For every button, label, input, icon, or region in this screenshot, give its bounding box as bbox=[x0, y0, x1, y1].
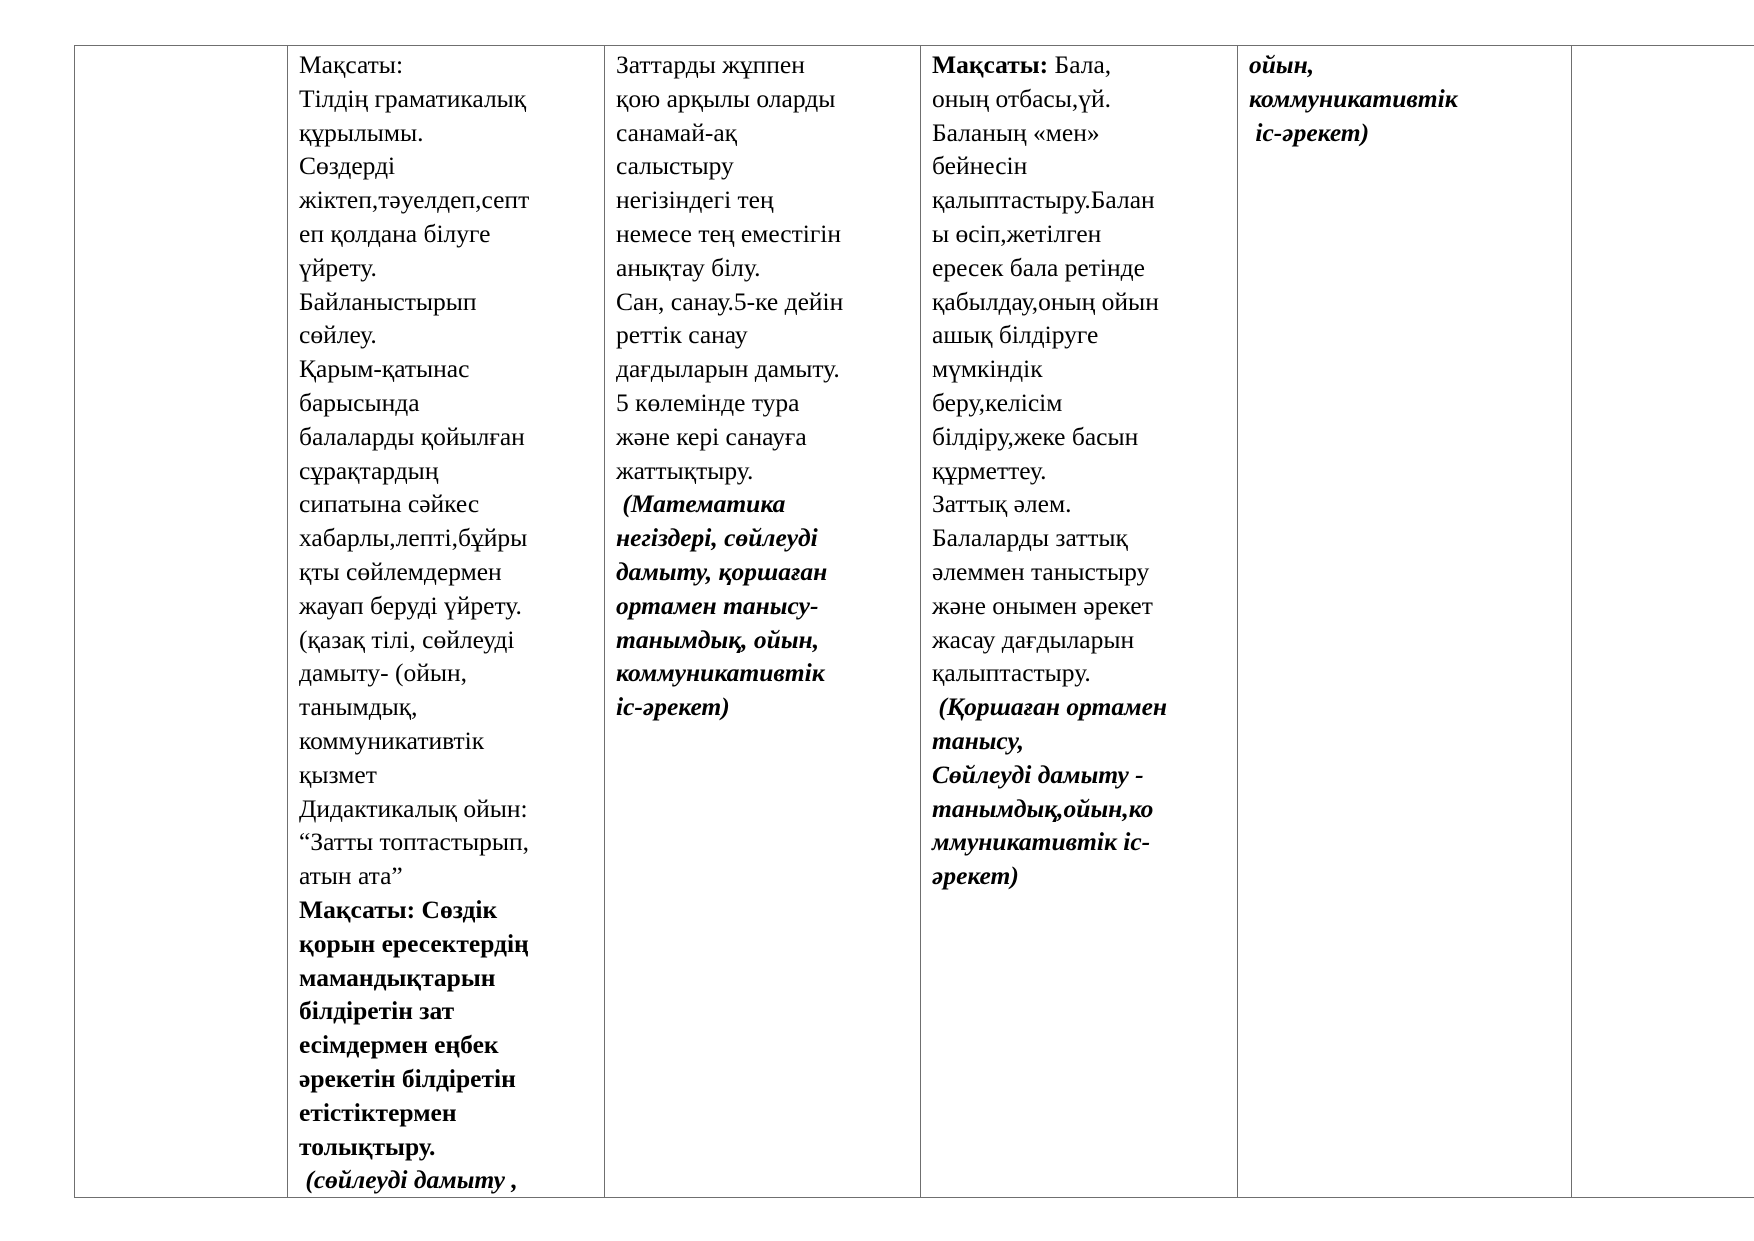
text-line: реттік санау bbox=[616, 320, 748, 350]
cell-empty-left bbox=[75, 46, 288, 1198]
text-line: салыстыру bbox=[616, 151, 734, 181]
text-line: қалыптастыру. bbox=[932, 658, 1091, 688]
text-line: балаларды қойылған bbox=[299, 421, 525, 451]
text-line: танымдық, bbox=[299, 692, 418, 722]
text-line: барысында bbox=[299, 387, 420, 417]
text-line bbox=[932, 48, 1229, 82]
text-line: Дидактикалық ойын: bbox=[299, 793, 528, 823]
text-line: мүмкіндік bbox=[932, 354, 1043, 384]
text-line: сипатына сәйкес bbox=[299, 489, 480, 519]
text-line: сөйлеу. bbox=[299, 320, 377, 350]
text-line: Баланың «мен» bbox=[932, 117, 1100, 147]
text-line: (сөйлеуді дамыту , bbox=[299, 1165, 518, 1195]
text-line: анықтау білу. bbox=[616, 252, 761, 282]
text-line: Қарым-қатынас bbox=[299, 354, 470, 384]
text-line: ы өсіп,жетілген bbox=[932, 218, 1102, 248]
text-line: коммуникативтік bbox=[1249, 83, 1458, 113]
text-line: етістіктермен bbox=[299, 1097, 457, 1127]
text-line: толықтыру. bbox=[299, 1131, 436, 1161]
text-line: Заттарды жұппен bbox=[616, 50, 805, 79]
text-line: атын ата” bbox=[299, 861, 403, 891]
cell-environment bbox=[921, 46, 1238, 1198]
text-line-rest: Бала, bbox=[1048, 50, 1112, 79]
text-line-lead: Мақсаты: bbox=[932, 50, 1049, 79]
text-line: іс-әрекет) bbox=[1249, 117, 1370, 147]
text-line: жауап беруді үйрету. bbox=[299, 590, 522, 620]
text-line: ммуникативтік іс- bbox=[932, 827, 1151, 857]
text-line: дамыту- (ойын, bbox=[299, 658, 468, 688]
text-line: 5 көлемінде тура bbox=[616, 387, 800, 417]
text-line: бейнесін bbox=[932, 151, 1028, 181]
text-line: танымдық, ойын, bbox=[616, 624, 820, 654]
text-line: әрекетін білдіретін bbox=[299, 1063, 516, 1093]
text-line: Заттық әлем. bbox=[932, 489, 1072, 519]
text-line: немесе тең еместігін bbox=[616, 218, 842, 248]
text-line: іс-әрекет) bbox=[616, 692, 730, 722]
text-line: Сөздерді bbox=[299, 151, 396, 181]
text-line: Тілдің граматикалық bbox=[299, 83, 527, 113]
text-line: жаттықтыру. bbox=[616, 455, 754, 485]
text-line: “Затты топтастырып, bbox=[299, 827, 530, 857]
text-line: мамандықтарын bbox=[299, 962, 496, 992]
text-line: коммуникативтік bbox=[616, 658, 825, 688]
text-line: әлеммен таныстыру bbox=[932, 556, 1150, 586]
text-line: Мақсаты: bbox=[299, 50, 404, 79]
text-line: әрекет) bbox=[932, 861, 1019, 891]
text-line: қою арқылы оларды bbox=[616, 83, 836, 113]
cell-empty-right bbox=[1572, 46, 1754, 1198]
text-line: негізіндегі тең bbox=[616, 185, 774, 215]
text-line: еп қолдана білуге bbox=[299, 218, 491, 248]
table-row bbox=[75, 46, 1754, 1198]
text-line: ересек бала ретінде bbox=[932, 252, 1145, 282]
text-line: есімдермен еңбек bbox=[299, 1030, 499, 1060]
text-line: Байланыстырып bbox=[299, 286, 477, 316]
text-line: ойын, bbox=[1249, 50, 1315, 79]
text-line: танысу, bbox=[932, 725, 1025, 755]
text-line: негіздері, сөйлеуді bbox=[616, 523, 818, 553]
text-line: оның отбасы,үй. bbox=[932, 83, 1111, 113]
text-line: және кері санауға bbox=[616, 421, 807, 451]
text-line: қалыптастыру.Балан bbox=[932, 185, 1155, 215]
text-line: ортамен танысу- bbox=[616, 590, 819, 620]
text-line: сұрақтардың bbox=[299, 455, 439, 485]
text-line: үйрету. bbox=[299, 252, 377, 282]
text-line: жіктеп,тәуелдеп,септ bbox=[299, 185, 530, 215]
text-line: жасау дағдыларын bbox=[932, 624, 1135, 654]
text-line: Сан, санау.5-ке дейін bbox=[616, 286, 844, 316]
text-line: қабылдау,оның ойын bbox=[932, 286, 1159, 316]
text-line: ашық білдіруге bbox=[932, 320, 1099, 350]
text-line: және онымен әрекет bbox=[932, 590, 1153, 620]
text-line: (Қоршаған ортамен bbox=[932, 692, 1168, 722]
text-line: қорын ересектердің bbox=[299, 928, 529, 958]
text-line: Балаларды заттық bbox=[932, 523, 1128, 553]
text-line: қты сөйлемдермен bbox=[299, 556, 502, 586]
text-line: білдіру,жеке басын bbox=[932, 421, 1139, 451]
text-line: (Математика bbox=[616, 489, 786, 519]
text-line: хабарлы,лепті,бұйры bbox=[299, 523, 528, 553]
cell-continuation bbox=[1238, 46, 1572, 1198]
text-line: дамыту, қоршаған bbox=[616, 556, 828, 586]
cell-speech-development bbox=[288, 46, 605, 1198]
text-line: Мақсаты: Сөздік bbox=[299, 894, 498, 924]
text-line: білдіретін зат bbox=[299, 996, 455, 1026]
text-line: дағдыларын дамыту. bbox=[616, 354, 840, 384]
text-line: (қазақ тілі, сөйлеуді bbox=[299, 624, 515, 654]
plan-table bbox=[74, 45, 1754, 1198]
cell-mathematics bbox=[605, 46, 921, 1198]
text-line: Сөйлеуді дамыту - bbox=[932, 759, 1144, 789]
text-line: санамай-ақ bbox=[616, 117, 738, 147]
text-line: коммуникативтік bbox=[299, 725, 485, 755]
text-line: қызмет bbox=[299, 759, 377, 789]
text-line: құрылымы. bbox=[299, 117, 424, 147]
text-line: құрметтеу. bbox=[932, 455, 1047, 485]
text-line: танымдық,ойын,ко bbox=[932, 793, 1154, 823]
text-line: беру,келісім bbox=[932, 387, 1063, 417]
